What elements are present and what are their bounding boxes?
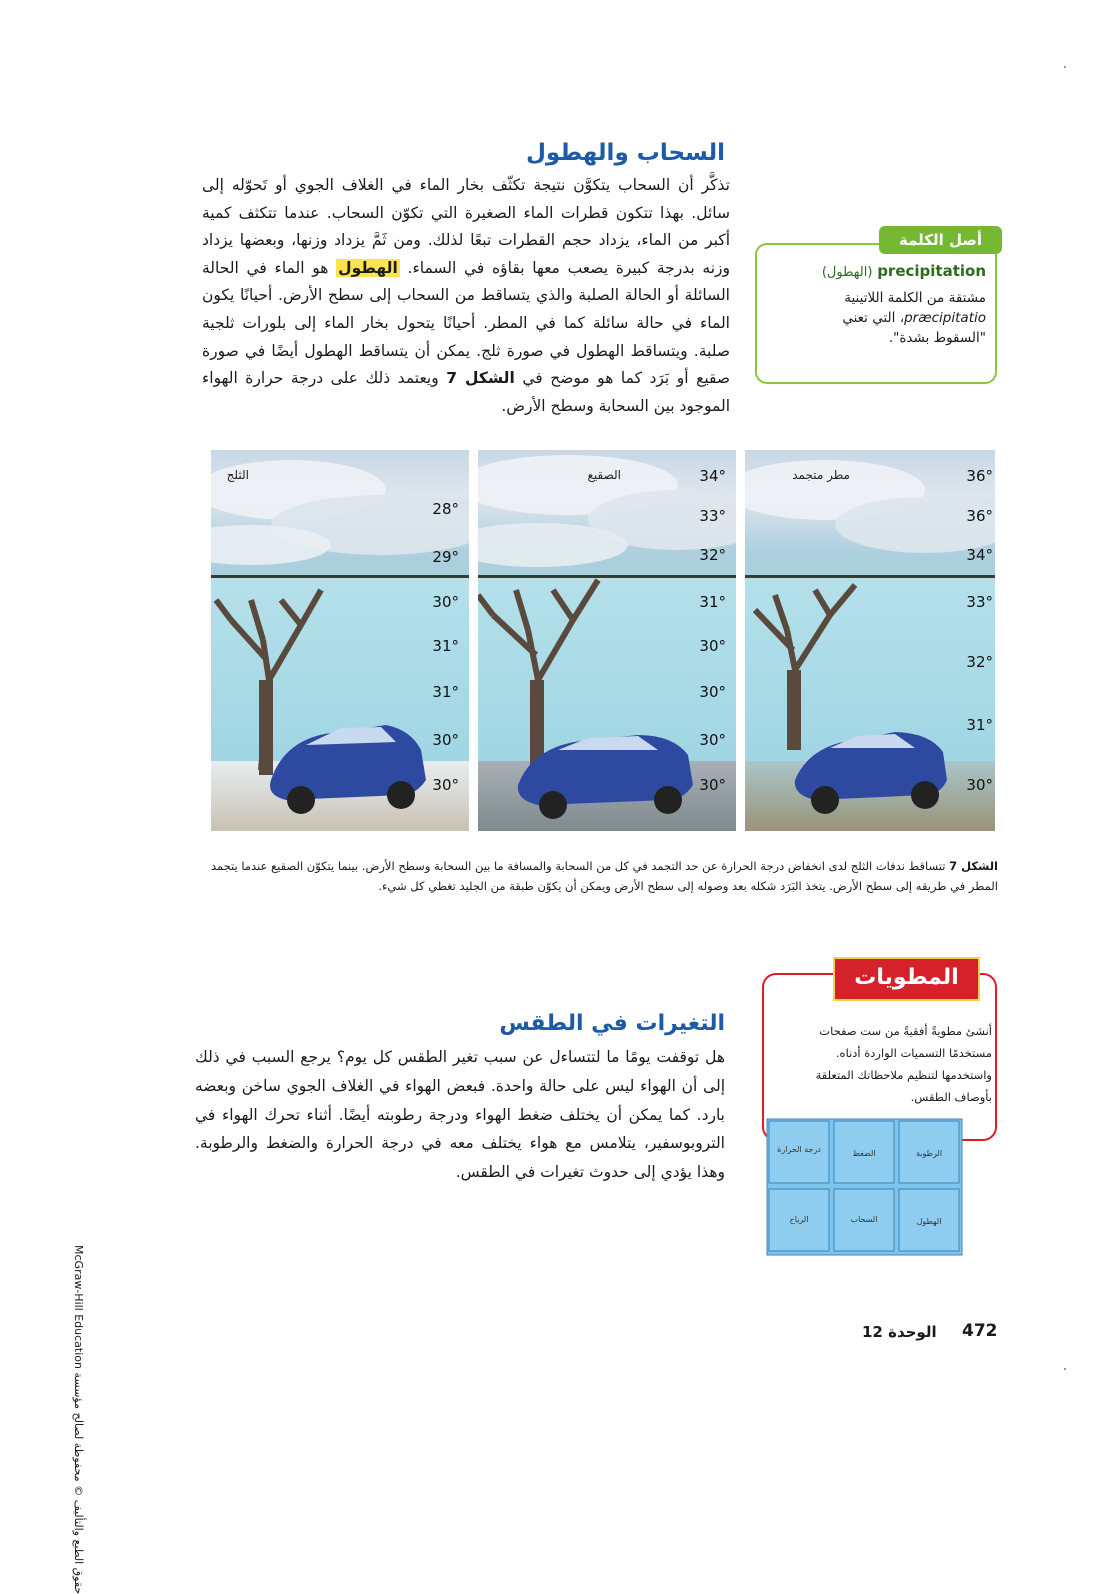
temperature-label: 30° bbox=[432, 593, 459, 611]
crop-mark bbox=[1064, 66, 1066, 68]
tree-and-car-illustration bbox=[211, 450, 469, 831]
para-line: تَحوّله إلى سائل. بهذا تتكون قطرات الماء الصغيرة التي تكوّن السحاب. bbox=[202, 176, 730, 222]
temperature-label: 29° bbox=[432, 548, 459, 566]
latin-word: præcipitatio bbox=[904, 310, 986, 326]
copyright-text: حقوق الطبع والتأليف © محفوظة لصالح مؤسسة bbox=[72, 1373, 85, 1594]
temperature-label: 28° bbox=[432, 500, 459, 518]
temperature-label: 30° bbox=[699, 683, 726, 701]
highlighted-term: الهطول bbox=[336, 259, 400, 277]
panel-label: مطر متجمد bbox=[792, 468, 850, 482]
term-english: precipitation bbox=[877, 262, 986, 280]
foldables-instructions: أنشئ مطويةً أفقيةً من ست صفحات مستخدمًا التسميات الواردة أدناه. واستخدمها لتنظيم ملاحظاتك المتعلقة بأوصاف الطقس. bbox=[788, 1020, 992, 1108]
para-text: ويعتمد ذلك على درجة حرارة الهواء الموجود بين السحابة وسطح الأرض. bbox=[202, 369, 730, 415]
section-title-weather-changes: التغيرات في الطقس bbox=[499, 1011, 725, 1036]
publisher-name: McGraw-Hill Education bbox=[72, 1245, 85, 1369]
temperature-label: 36° bbox=[966, 507, 993, 525]
temperature-label: 31° bbox=[699, 593, 726, 611]
paragraph-weather-changes: هل توقفت يومًا ما لتتساءل عن سبب تغير الطقس كل يوم؟ يرجع السبب في ذلك إلى أن الهواء ليس على حالة واحدة. فبعض الهواء في الغلاف الجوي ساخن وبعضه بارد. كما يمكن أن يختلف ضغط الهواء ودرجة رطوبته أيضًا. أثناء تحرك الهواء في التروبوسفير، يتلامس مع هواء يختلف معه في درجة الحرارة والضغط والرطوبة. وهذا يؤدي إلى حدوث تغيرات في الطقس. bbox=[195, 1043, 725, 1187]
temperature-label: 30° bbox=[699, 731, 726, 749]
temperature-label: 34° bbox=[699, 467, 726, 485]
foldable-illustration bbox=[766, 1118, 963, 1256]
page-number: 472 bbox=[962, 1321, 998, 1341]
fold-tab-label: الهطول bbox=[917, 1217, 942, 1226]
temperature-label: 33° bbox=[699, 507, 726, 525]
word-origin-tab: أصل الكلمة bbox=[879, 226, 1002, 254]
panel-label: الثلج bbox=[227, 468, 249, 482]
word-origin-term bbox=[760, 262, 986, 280]
crop-mark bbox=[1064, 1368, 1066, 1370]
origin-text: مشتقة من الكلمة اللاتينية bbox=[844, 290, 986, 306]
temperature-label: 32° bbox=[966, 653, 993, 671]
temperature-label: 30° bbox=[966, 776, 993, 794]
temperature-label: 34° bbox=[966, 546, 993, 564]
caption-label: الشكل 7 bbox=[949, 859, 998, 873]
para-line: عندما تتكثف كمية أكبر من الماء، يزداد حجم القطرات تبعًا لذلك. ومن ثَمَّ bbox=[202, 204, 730, 250]
temperature-label: 30° bbox=[699, 637, 726, 655]
figure-reference: الشكل 7 bbox=[446, 369, 515, 387]
para-text: هو الماء في الحالة السائلة أو الحالة الصلبة والذي يتساقط من السحاب إلى سطح الأرض. أحيانًا يكون الماء في حالة سائلة كما في المطر. أحيانًا يتحول بخار الماء إلى بلورات ثلجية صلبة. ويتساقط الهطول في صورة ثلج. يمكن أن يتساقط الهطول أيضًا في صورة صقيع أو بَرَد كما هو موضح في bbox=[202, 259, 730, 387]
unit-label: الوحدة 12 bbox=[862, 1323, 937, 1341]
temperature-label: 31° bbox=[966, 716, 993, 734]
temperature-label: 31° bbox=[432, 683, 459, 701]
section-title-clouds-precipitation: السحاب والهطول bbox=[526, 140, 725, 166]
word-origin-text bbox=[786, 288, 986, 348]
panel-sleet bbox=[478, 450, 736, 831]
origin-text: ، التي تعني "السقوط بشدة". bbox=[842, 310, 986, 346]
fold-tab-label: الرياح bbox=[790, 1215, 809, 1224]
temperature-label: 32° bbox=[699, 546, 726, 564]
fold-tab-label: السحاب bbox=[851, 1215, 878, 1224]
figure-7 bbox=[211, 450, 995, 831]
temperature-label: 36° bbox=[966, 467, 993, 485]
foldables-banner: المطويات bbox=[833, 957, 980, 1001]
para-line: تذكَّر أن السحاب يتكوَّن نتيجة تكثّف بخار الماء في الغلاف الجوي أو bbox=[275, 176, 730, 194]
para-line: يزداد وزنها، وبعضها يزداد وزنه بدرجة كبيرة يصعب معها بقاؤه في السماء. bbox=[202, 231, 730, 277]
temperature-label: 33° bbox=[966, 593, 993, 611]
panel-snow bbox=[211, 450, 469, 831]
fold-tab-label: الرطوبة bbox=[916, 1149, 942, 1158]
panel-freezing-rain bbox=[745, 450, 995, 831]
temperature-label: 30° bbox=[432, 731, 459, 749]
copyright-side-text bbox=[72, 1245, 85, 1594]
fold-tab-label: الضغط bbox=[852, 1149, 875, 1158]
tree-and-car-illustration bbox=[745, 450, 995, 831]
term-arabic: (الهطول) bbox=[822, 265, 873, 280]
temperature-label: 31° bbox=[432, 637, 459, 655]
temperature-label: 30° bbox=[432, 776, 459, 794]
figure-caption bbox=[208, 856, 998, 896]
panel-label: الصقيع bbox=[588, 468, 621, 482]
temperature-label: 30° bbox=[699, 776, 726, 794]
paragraph-precipitation bbox=[202, 172, 730, 420]
tree-and-car-illustration bbox=[478, 450, 736, 831]
fold-tab-label: درجة الحرارة bbox=[777, 1145, 821, 1154]
caption-text: تتساقط ندفات الثلج لدى انخفاض درجة الحرارة عن حد التجمد في كل من السحابة والمسافة ما بين السحابة وسطح الأرض. بينما يتكوّن الصقيع عندما يتجمد المطر في طريقه إلى سطح الأرض. يتخذ البَرَد شكله بعد وصوله إلى سطح الأرض ويمكن أن يكوّن طبقة من الجليد تغطي كل شيء. bbox=[211, 859, 998, 893]
